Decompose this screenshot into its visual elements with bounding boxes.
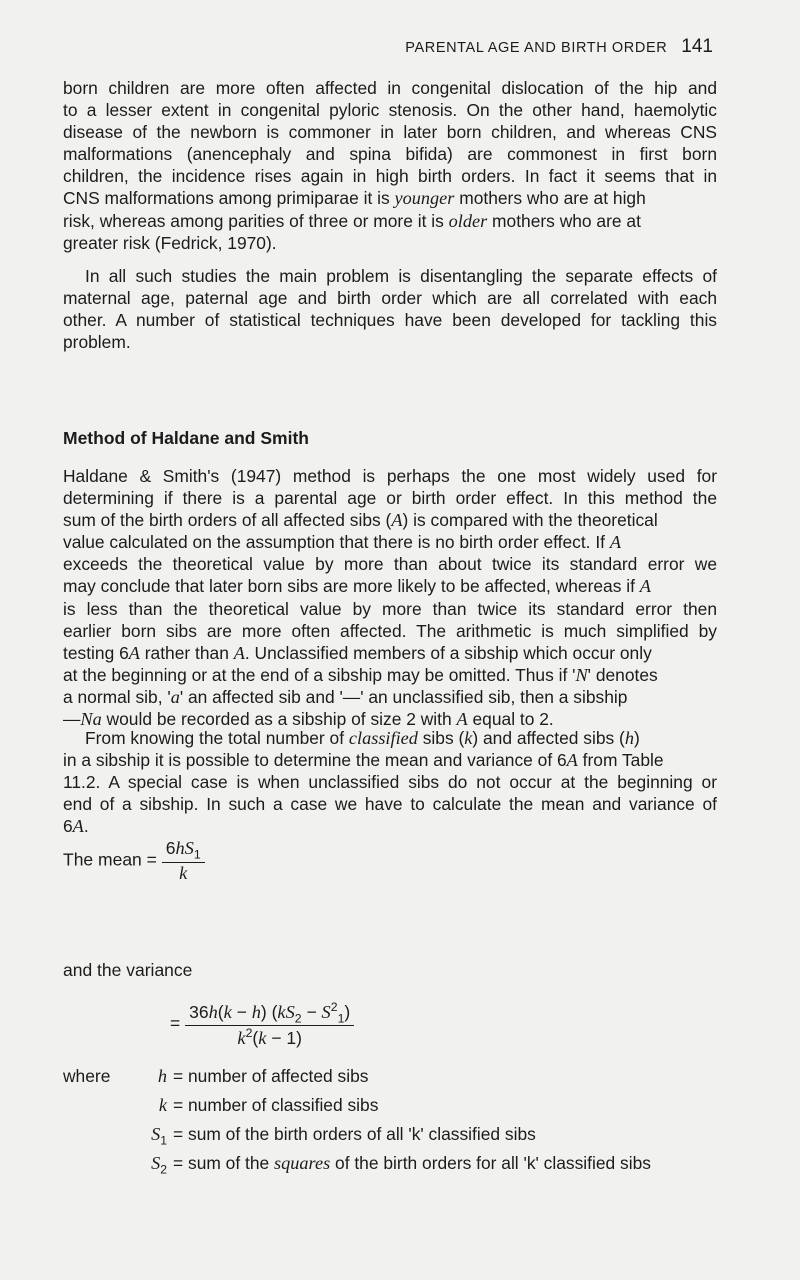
formula-variance [170, 1000, 354, 1049]
text-line: exceeds the theoretical value by more than about twice its standard error we [63, 554, 717, 575]
text-line: determining if there is a parental age or birth order effect. In this method the [63, 488, 717, 509]
definition-row [63, 1065, 651, 1094]
text-line: in a sibship it is possible to determine the mean and variance of 6A from Table [63, 750, 664, 771]
fraction-numerator: 36h(k − h) $(kS_2 - S^2_1)$ [189, 1000, 351, 1026]
text-line: earlier born sibs are more often affected. The arithmetic is much simplified by [63, 620, 717, 641]
fraction-denominator: $k^2(k - 1)$ [185, 1025, 354, 1049]
page-number: 141 [681, 36, 713, 57]
text-line: may conclude that later born sibs are more likely to be affected, whereas if A [63, 576, 651, 597]
fraction-denominator: k [162, 862, 205, 884]
formula-mean [63, 838, 205, 884]
text-line: malformations (anencephaly and spina bifida) are commonest in first born [63, 144, 717, 165]
formula-variance-lead: and the variance [63, 960, 193, 980]
where-label: where [63, 1066, 111, 1086]
definition-text: = number of affected sibs [173, 1066, 369, 1086]
text-line: to a lesser extent in congenital pyloric stenosis. On the other hand, haemolytic [63, 100, 717, 121]
text-line: —Na would be recorded as a sibship of size 2 with A equal to 2. [63, 709, 554, 730]
definition-text: = sum of the squares of the birth orders for all 'k' classified sibs [173, 1152, 651, 1173]
text-line: end of a sibship. In such a case we have to calculate the mean and variance of [63, 794, 717, 815]
text-line: born children are more often affected in congenital dislocation of the hip and [63, 78, 717, 98]
text-line: testing 6A rather than A. Unclassified members of a sibship which occur only [63, 642, 652, 663]
definition-row [63, 1123, 651, 1152]
paragraph-3 [63, 465, 717, 730]
running-header [383, 36, 713, 58]
text-line: CNS malformations among primiparae it is younger mothers who are at high [63, 188, 646, 209]
fraction [185, 1000, 354, 1049]
definition-row [63, 1152, 651, 1181]
text-line: risk, whereas among parities of three or more it is older mothers who are at [63, 210, 641, 231]
paragraph-1 [63, 77, 717, 254]
text-line: children, the incidence rises again in high birth orders. In fact it seems that in [63, 166, 717, 187]
definition-symbol: $S_2$ [151, 1152, 167, 1177]
definition-text: = sum of the birth orders of all 'k' classified sibs [173, 1123, 536, 1144]
text-line: at the beginning or at the end of a sibship may be omitted. Thus if 'N' denotes [63, 664, 658, 685]
definition-text: = number of classified sibs [173, 1094, 379, 1115]
definition-symbol: h [157, 1066, 167, 1086]
definition-symbol: $S_1$ [151, 1123, 167, 1148]
definitions-list [63, 1065, 651, 1181]
text-line: maternal age, paternal age and birth order which are all correlated with each [63, 288, 717, 309]
text-line: is less than the theoretical value by more than twice its standard error then [63, 598, 717, 619]
paragraph-4 [63, 727, 717, 837]
text-line: a normal sib, 'a' an affected sib and '—' an unclassified sib, then a sibship [63, 686, 628, 707]
text-line: From knowing the total number of classified sibs (k) and affected sibs (h) [85, 728, 640, 748]
formula-mean-lead: The mean = [63, 849, 157, 870]
text-line: greater risk (Fedrick, 1970). [63, 232, 277, 253]
running-title: PARENTAL AGE AND BIRTH ORDER [405, 40, 668, 56]
text-line: In all such studies the main problem is disentangling the separate effects of [85, 266, 717, 286]
text-line: 11.2. A special case is when unclassified sibs do not occur at the beginning or [63, 772, 717, 793]
text-line: 6A. [63, 816, 89, 837]
definition-row [63, 1094, 651, 1123]
definition-symbol: k [158, 1094, 167, 1115]
text-line: problem. [63, 332, 131, 353]
paragraph-2 [63, 265, 717, 353]
equals-sign: = [170, 1013, 181, 1034]
section-heading: Method of Haldane and Smith [63, 428, 309, 448]
fraction [162, 838, 205, 884]
text-line: other. A number of statistical techniques have been developed for tackling this [63, 310, 717, 331]
fraction-numerator: $6hS_1$ [165, 838, 201, 862]
text-line: value calculated on the assumption that there is no birth order effect. If A [63, 532, 622, 553]
text-line: Haldane & Smith's (1947) method is perhaps the one most widely used for [63, 466, 717, 486]
text-line: sum of the birth orders of all affected sibs (A) is compared with the theoretical [63, 510, 658, 531]
text-line: disease of the newborn is commoner in later born children, and whereas CNS [63, 122, 717, 143]
